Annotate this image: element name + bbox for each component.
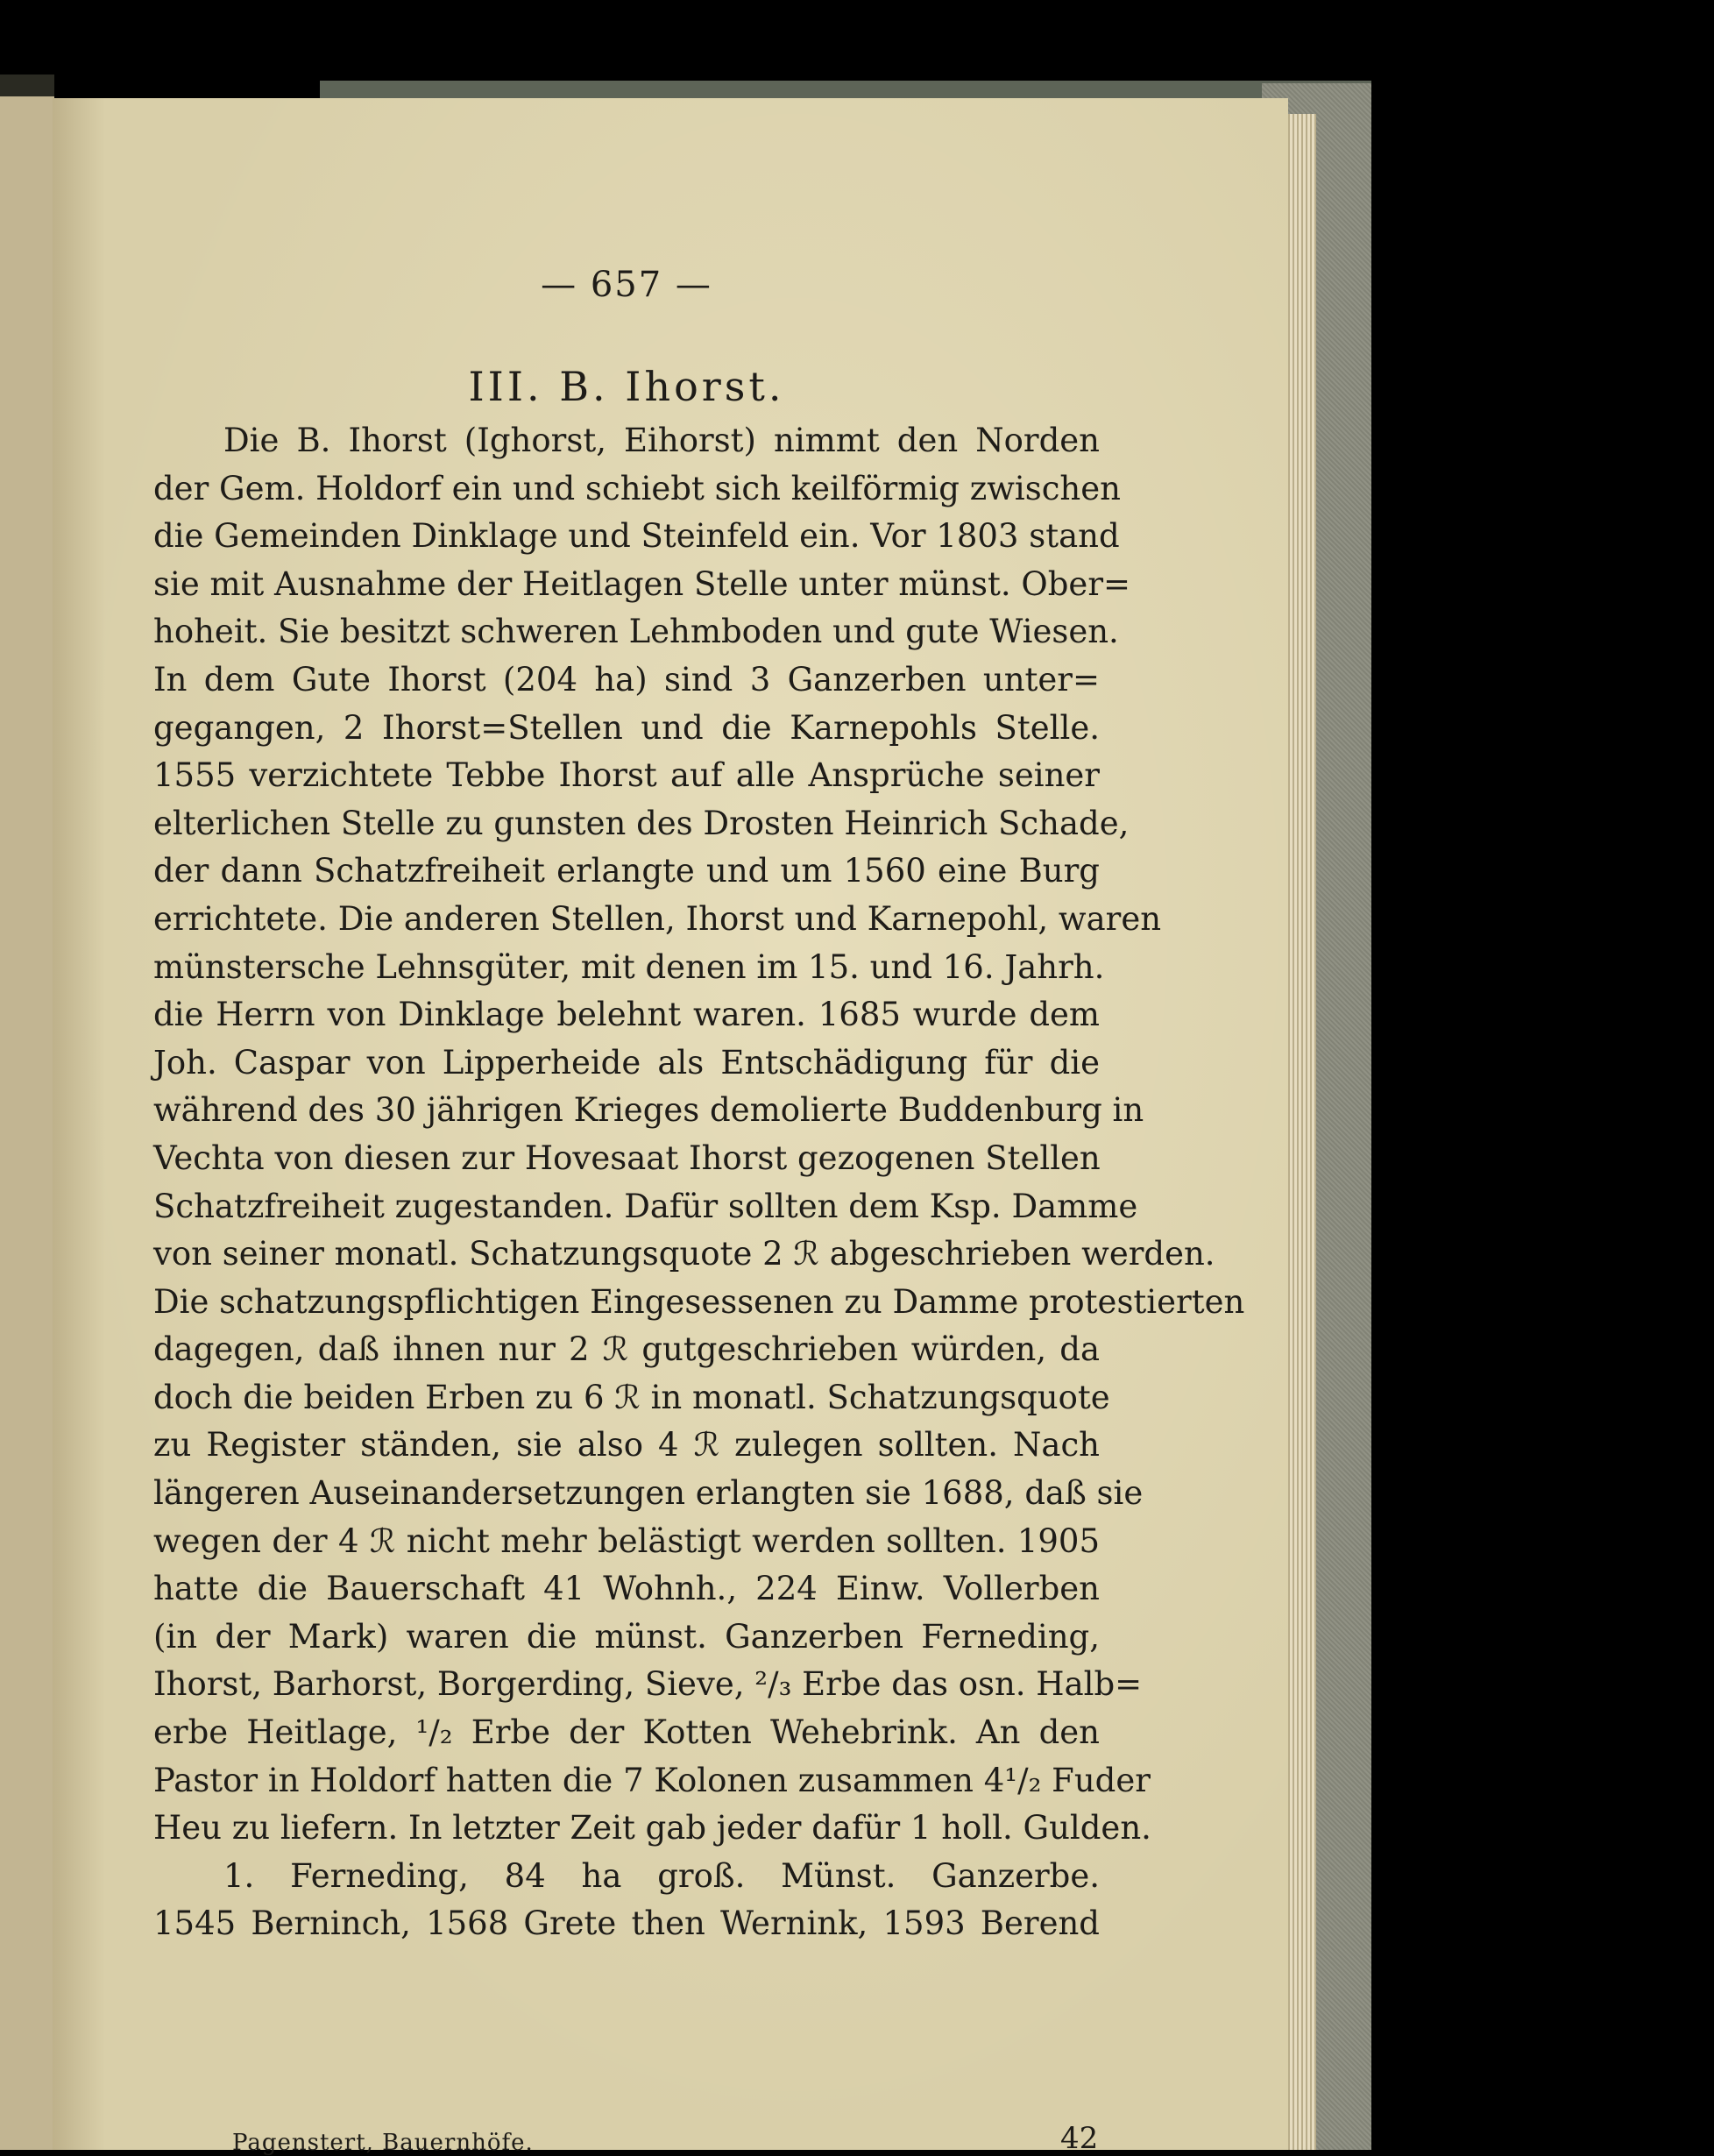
book-page — [53, 98, 1288, 2156]
text-line: münstersche Lehnsgüter, mit denen im 15. und 16. Jahrh. — [153, 947, 1105, 986]
footer-signature: Pagenstert, Bauernhöfe. — [232, 2130, 534, 2156]
text-line: längeren Auseinandersetzungen erlangten sie 1688, daß sie — [153, 1474, 1144, 1513]
text-line: 1555 verzichtete Tebbe Ihorst auf alle Ansprüche seiner — [153, 756, 1100, 795]
text-line: die Herrn von Dinklage belehnt waren. 1685 wurde dem — [153, 996, 1100, 1034]
text-line: hoheit. Sie besitzt schweren Lehmboden und gute Wiesen. — [153, 613, 1119, 651]
text-line: der Gem. Holdorf ein und schiebt sich keilförmig zwischen — [153, 469, 1121, 507]
text-line: dagegen, daß ihnen nur 2 ℛ gutgeschrieben würden, da — [153, 1330, 1100, 1369]
text-line: während des 30 jährigen Krieges demolierte Buddenburg in — [153, 1091, 1144, 1130]
section-title: III. B. Ihorst. — [468, 363, 785, 410]
text-line: Ihorst, Barhorst, Borgerding, Sieve, ²/₃ Erbe das osn. Halb= — [153, 1665, 1143, 1704]
text-line: 1. Ferneding, 84 ha groß. Münst. Ganzerbe. — [223, 1856, 1100, 1895]
text-line: (in der Mark) waren die münst. Ganzerben Ferneding, — [153, 1617, 1100, 1656]
text-line: elterlichen Stelle zu gunsten des Drosten Heinrich Schade, — [153, 804, 1130, 842]
body-text — [153, 417, 1245, 1948]
text-line: Vechta von diesen zur Hovesaat Ihorst gezogenen Stellen — [153, 1138, 1101, 1177]
text-line: die Gemeinden Dinklage und Steinfeld ein. Vor 1803 stand — [153, 517, 1120, 556]
text-line: Die schatzungspflichtigen Eingesessenen zu Damme protestierten — [153, 1282, 1245, 1321]
text-line: erbe Heitlage, ¹/₂ Erbe der Kotten Wehebrink. An den — [153, 1713, 1100, 1752]
text-line: Schatzfreiheit zugestanden. Dafür sollten dem Ksp. Damme — [153, 1187, 1138, 1225]
footer-sheet-number: 42 — [1060, 2121, 1099, 2156]
text-line: Heu zu liefern. In letzter Zeit gab jeder dafür 1 holl. Gulden. — [153, 1809, 1151, 1847]
text-line: doch die beiden Erben zu 6 ℛ in monatl. Schatzungsquote — [153, 1378, 1110, 1416]
page-number-header: — 657 — — [541, 265, 712, 305]
text-line: hatte die Bauerschaft 41 Wohnh., 224 Einw. Vollerben — [153, 1570, 1100, 1608]
text-line: von seiner monatl. Schatzungsquote 2 ℛ abgeschrieben werden. — [153, 1235, 1215, 1273]
text-line: Pastor in Holdorf hatten die 7 Kolonen zusammen 4¹/₂ Fuder — [153, 1761, 1151, 1799]
text-line: errichtete. Die anderen Stellen, Ihorst und Karnepohl, waren — [153, 899, 1162, 938]
facing-page-edge — [0, 96, 54, 2150]
text-line: Joh. Caspar von Lipperheide als Entschädigung für die — [153, 1043, 1100, 1082]
text-line: gegangen, 2 Ihorst=Stellen und die Karnepohls Stelle. — [153, 708, 1100, 747]
text-line: wegen der 4 ℛ nicht mehr belästigt werden sollten. 1905 — [153, 1521, 1100, 1560]
text-line: 1545 Berninch, 1568 Grete then Wernink, 1593 Berend — [153, 1904, 1100, 1943]
text-line: zu Register ständen, sie also 4 ℛ zulegen sollten. Nach — [153, 1426, 1100, 1465]
text-line: In dem Gute Ihorst (204 ha) sind 3 Ganzerben unter= — [153, 660, 1100, 699]
text-line: der dann Schatzfreiheit erlangte und um 1560 eine Burg — [153, 852, 1100, 890]
text-line: Die B. Ihorst (Ighorst, Eihorst) nimmt den Norden — [223, 422, 1100, 459]
text-line: sie mit Ausnahme der Heitlagen Stelle unter münst. Ober= — [153, 564, 1131, 603]
